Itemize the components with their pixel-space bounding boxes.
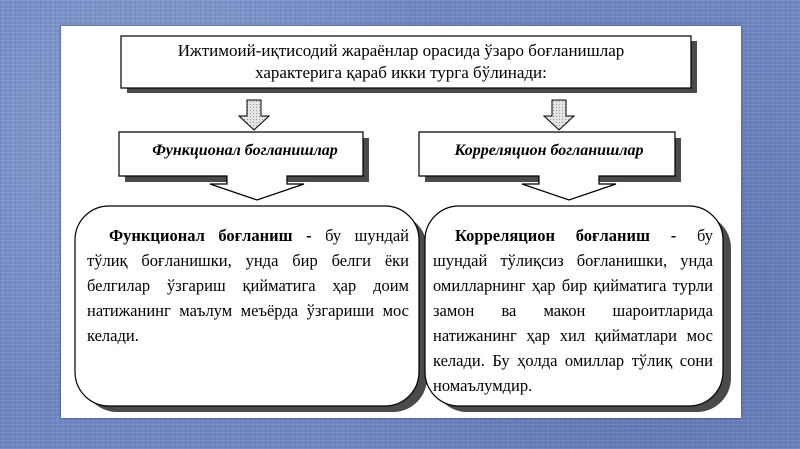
slide	[61, 26, 741, 418]
left-header-label: Функционал богланишлар	[152, 142, 338, 159]
right-header-label: Корреляцион богланишлар	[454, 142, 644, 159]
right-term: Корреляцион боғланиш	[455, 226, 650, 245]
title-left-arrow	[239, 100, 269, 130]
left-term: Функционал боғланиш	[109, 226, 293, 245]
title-text	[131, 40, 671, 84]
left-dash: -	[292, 226, 326, 245]
title-line-1: Ижтимоий-иқтисодий жараёнлар орасида ўзаро боғланишлар	[177, 41, 625, 60]
right-definition	[433, 223, 713, 398]
right-dash: -	[650, 226, 697, 245]
left-definition	[87, 223, 409, 348]
left-definition-text: бу шундай тўлиқ боғланишки, унда бир белги ёки белгилар ўзгариш қийматига ҳар доим натижанинг маълум меъёрда ўзгариши мос келади.	[87, 226, 410, 345]
title-right-arrow	[544, 100, 574, 130]
right-definition-text: бу шундай тўлиқсиз боғланишки, унда омилларнинг ҳар бир қийматига турли замон ва макон шароитларида натижанинг ҳар хил қийматлари мос келади. Бу ҳолда омиллар тўлиқ сони номаълумдир.	[433, 226, 714, 395]
title-line-2: характерига қараб икки турга бўлинади:	[255, 63, 547, 82]
